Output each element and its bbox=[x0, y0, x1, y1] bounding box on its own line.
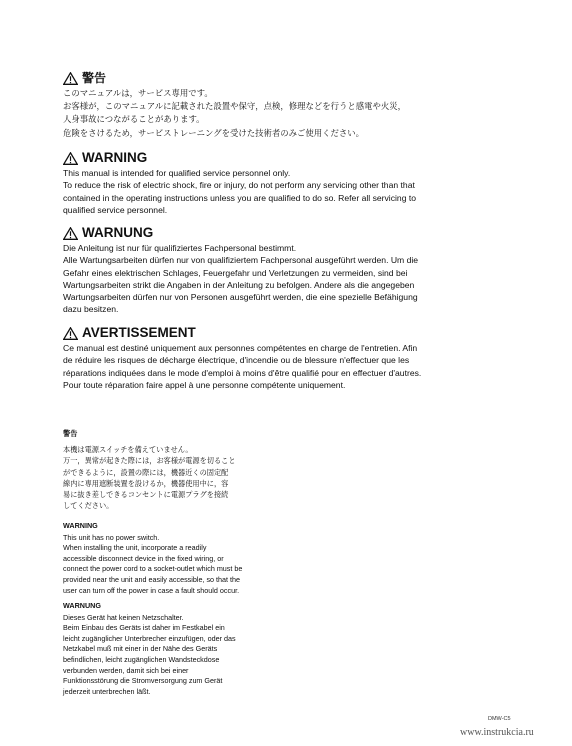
notice-line: 易に抜き差しできるコンセントに電源プラグを接続 bbox=[63, 490, 229, 500]
notice-line: 万一，異常が起きた際には，お客様が電源を切ること bbox=[63, 456, 236, 466]
notice-line: Funktionsstörung die Stromversorgung zum Gerät bbox=[63, 676, 223, 686]
paragraph-line: réparations indiquées dans le mode d'emploi à moins d'être qualifié pour en effectuer d'autres. bbox=[63, 367, 422, 378]
notice-title: WARNUNG bbox=[63, 601, 101, 610]
paragraph-line: This manual is intended for qualified service personnel only. bbox=[63, 168, 291, 178]
notice-line: jederzeit unterbrechen läßt. bbox=[63, 686, 151, 696]
notice-line: provided near the unit and easily accessible, so that the bbox=[63, 574, 241, 584]
paragraph-line: Ce manual est destiné uniquement aux personnes compétentes en charge de l'entretien. Afin bbox=[63, 343, 418, 353]
notice-line: ができるように，設置の際には，機器近くの固定配 bbox=[63, 467, 229, 477]
notice-jp bbox=[63, 428, 303, 511]
paragraph-line: de réduire les risques de décharge électrique, d'incendie ou de blessure n'effectuer que les bbox=[63, 355, 410, 366]
notice-line: user can turn off the power in case a fault should occur. bbox=[63, 585, 240, 595]
notice-line: This unit has no power switch. bbox=[63, 532, 160, 542]
paragraph-line: Gefahr eines elektrischen Schlages, Feuergefahr und Verletzungen zu vermeiden, sind bei bbox=[63, 267, 408, 278]
notice-line: Netzkabel muß mit einer in der Nähe des Geräts bbox=[63, 644, 218, 654]
paragraph-line: contained in the operating instructions unless you are qualified to do so. Refer all servicing to bbox=[63, 192, 417, 203]
warning-triangle-icon bbox=[63, 327, 78, 340]
notice-line: 本機は電源スイッチを備えていません。 bbox=[63, 445, 193, 455]
warning-triangle-icon bbox=[63, 72, 78, 85]
section-title: WARNUNG bbox=[82, 225, 154, 240]
paragraph-line: To reduce the risk of electric shock, fire or injury, do not perform any servicing other than that bbox=[63, 180, 415, 191]
warning-section-en bbox=[63, 150, 518, 216]
notice-title: WARNING bbox=[63, 521, 98, 530]
paragraph-line: dazu besitzen. bbox=[63, 304, 119, 315]
warning-section-de bbox=[63, 225, 518, 316]
paragraph-line: お客様が，このマニュアルに記載された設置や保守，点検，修理などを行うと感電や火災， bbox=[63, 101, 407, 112]
paragraph-line: 危険をさけるため，サービストレーニングを受けた技術者のみご使用ください。 bbox=[63, 127, 364, 138]
paragraph-line: このマニュアルは，サービス専用です。 bbox=[63, 88, 213, 98]
notice-line: Beim Einbau des Geräts ist daher im Festkabel ein bbox=[63, 623, 225, 633]
paragraph-line: Alle Wartungsarbeiten dürfen nur von qualifiziertem Fachpersonal ausgeführt werden. Um die bbox=[63, 255, 419, 266]
paragraph-line: Pour toute réparation faire appel à une personne compétente uniquement. bbox=[63, 379, 346, 390]
paragraph-line: 人身事故につながることがあります。 bbox=[63, 114, 205, 125]
warning-section-fr bbox=[63, 325, 518, 391]
watermark: www.instrukcia.ru bbox=[460, 727, 534, 738]
paragraph-line: qualified service personnel. bbox=[63, 204, 168, 215]
warning-triangle-icon bbox=[63, 152, 78, 165]
warning-triangle-icon bbox=[63, 227, 78, 240]
notice-en bbox=[63, 521, 303, 596]
paragraph-line: Wartungsarbeiten strikt die Angaben in der Anleitung zu befolgen. Andere als die angegeben bbox=[63, 279, 415, 290]
notice-title: 警告 bbox=[63, 429, 78, 438]
notice-de bbox=[63, 601, 303, 697]
model-code: DMW-C5 bbox=[488, 716, 511, 722]
notice-line: befindlichen, leicht zugänglichen Wandsteckdose bbox=[63, 654, 220, 664]
notice-line: verbunden werden, damit sich bei einer bbox=[63, 665, 189, 675]
notice-line: connect the power cord to a socket-outlet which must be bbox=[63, 564, 243, 574]
notice-line: Dieses Gerät hat keinen Netzschalter. bbox=[63, 612, 184, 622]
warning-section-jp bbox=[63, 70, 518, 140]
notice-line: accessible disconnect device in the fixed wiring, or bbox=[63, 553, 224, 563]
notice-line: 線内に専用遮断装置を設けるか，機器使用中に，容 bbox=[63, 478, 229, 488]
paragraph-line: Die Anleitung ist nur für qualifiziertes Fachpersonal bestimmt. bbox=[63, 243, 297, 253]
section-title: 警告 bbox=[82, 71, 107, 85]
notice-line: してください。 bbox=[63, 501, 114, 511]
section-title: AVERTISSEMENT bbox=[82, 325, 196, 340]
section-title: WARNING bbox=[82, 150, 148, 165]
notice-line: When installing the unit, incorporate a readily bbox=[63, 543, 207, 553]
notice-line: leicht zugänglicher Unterbrecher einzufügen, oder das bbox=[63, 633, 236, 643]
paragraph-line: Wartungsarbeiten dürfen nur von Personen ausgeführt werden, die eine spezielle Befähigung bbox=[63, 292, 418, 303]
